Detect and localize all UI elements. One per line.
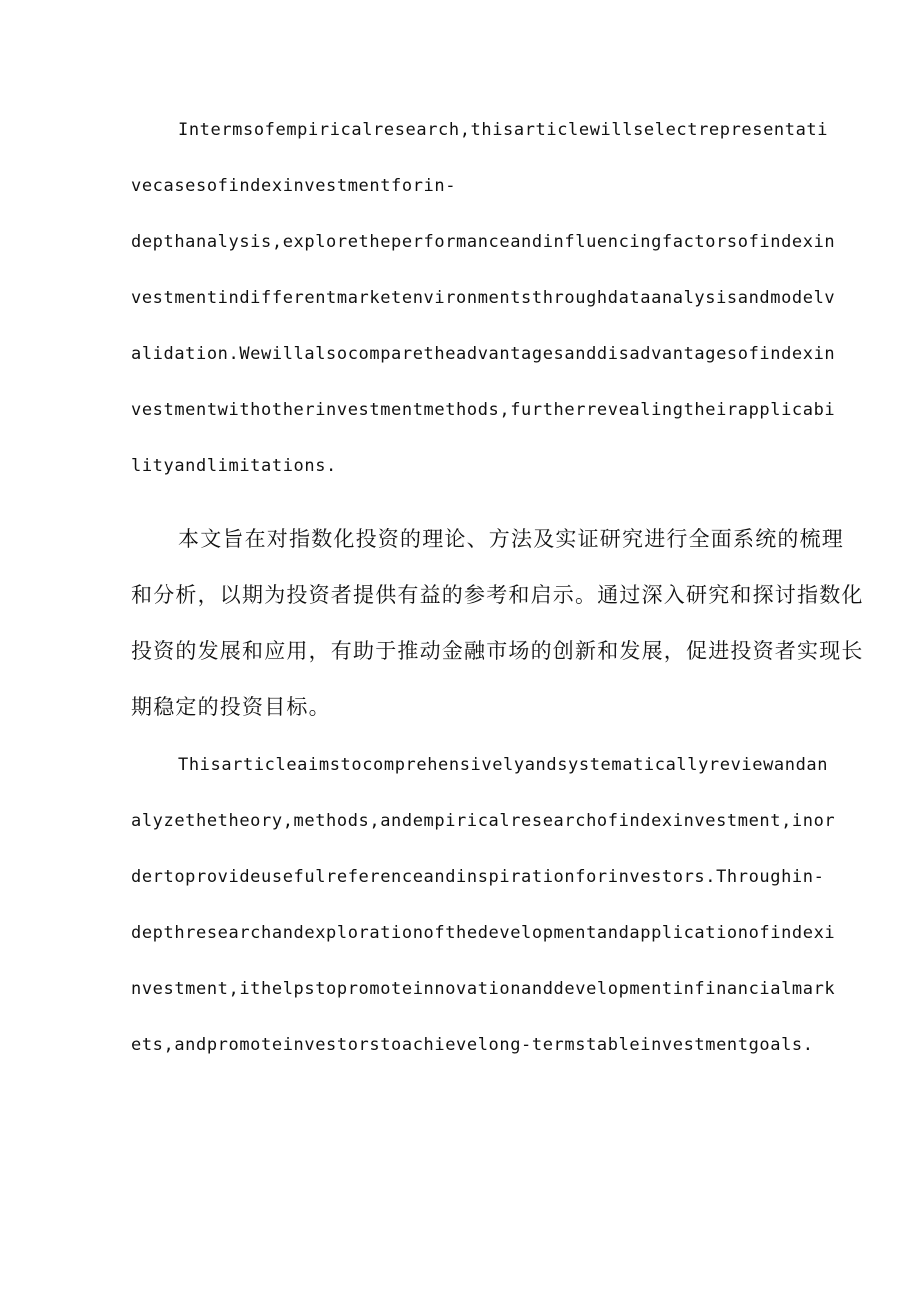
paragraph-1-line-1: Intermsofempiricalresearch,thisarticlewillselectrepresentati: [178, 120, 829, 140]
paragraph-3-line-2: alyzethetheory,methods,andempiricalresearchofindexinvestment,inor: [131, 811, 836, 831]
paragraph-1-line-5: alidation.Wewillalsocomparetheadvantagesanddisadvantagesofindexin: [131, 344, 836, 364]
paragraph-3-line-3: dertoprovideusefulreferenceandinspirationforinvestors.Throughin-: [131, 867, 825, 887]
paragraph-1-line-3: depthanalysis,exploretheperformanceandinfluencingfactorsofindexin: [131, 232, 836, 252]
paragraph-1-line-4: vestmentindifferentmarketenvironmentsthroughdataanalysisandmodelv: [131, 288, 836, 308]
paragraph-2-line-1: 本文旨在对指数化投资的理论、方法及实证研究进行全面系统的梳理: [178, 527, 844, 551]
paragraph-2-line-3: 投资的发展和应用，有助于推动金融市场的创新和发展，促进投资者实现长: [131, 639, 864, 663]
paragraph-1-line-2: vecasesofindexinvestmentforin-: [131, 176, 457, 196]
paragraph-3-line-4: depthresearchandexplorationofthedevelopmentandapplicationofindexi: [131, 923, 836, 943]
paragraph-2-line-2: 和分析，以期为投资者提供有益的参考和启示。通过深入研究和探讨指数化: [131, 583, 864, 607]
paragraph-3-line-6: ets,andpromoteinvestorstoachievelong-termstableinvestmentgoals.: [131, 1035, 814, 1055]
paragraph-3-line-1: Thisarticleaimstocomprehensivelyandsystematicallyreviewandan: [178, 755, 829, 775]
paragraph-1-line-7: lityandlimitations.: [131, 456, 337, 476]
paragraph-1-line-6: vestmentwithotherinvestmentmethods,furtherrevealingtheirapplicabi: [131, 400, 836, 420]
paragraph-3-line-5: nvestment,ithelpstopromoteinnovationanddevelopmentinfinancialmark: [131, 979, 836, 999]
paragraph-2-line-4: 期稳定的投资目标。: [131, 695, 331, 719]
